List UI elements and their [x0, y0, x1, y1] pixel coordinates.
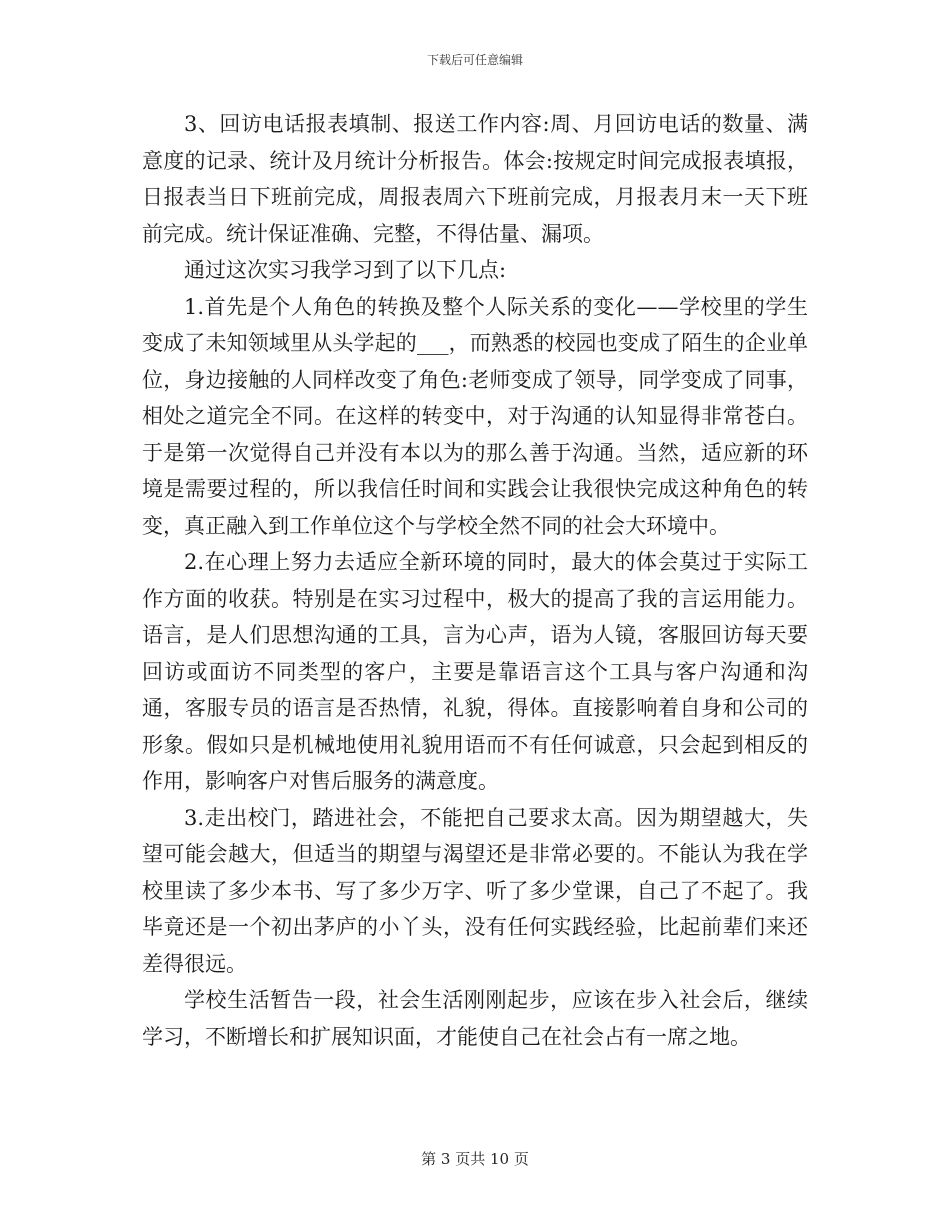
paragraph-conclusion: 学校生活暂告一段，社会生活刚刚起步，应该在步入社会后，继续学习，不断增长和扩展知识面，才能使自己在社会占有一席之地。 [142, 988, 808, 1049]
paragraph-point-2: 2.在心理上努力去适应全新环境的同时，最大的体会莫过于实际工作方面的收获。特别是在实习过程中，极大的提高了我的言运用能力。语言，是人们思想沟通的工具，言为心声，语为人镜，客服回访每天要回访或面访不同类型的客户，主要是靠语言这个工具与客户沟通和沟通，客服专员的语言是否热情，礼貌，得体。直接影响着自身和公司的形象。假如只是机械地使用礼貌用语而不有任何诚意，只会起到相反的作用，影响客户对售后服务的满意度。 [142, 550, 808, 793]
page-header: 下载后可任意编辑 [426, 53, 523, 67]
paragraph-report-work: 3、回访电话报表填制、报送工作内容:周、月回访电话的数量、满意度的记录、统计及月统计分析报告。体会:按规定时间完成报表填报，日报表当日下班前完成，周报表周六下班前完成，月报表月末一天下班前完成。统计保证准确、完整，不得估量、漏项。 [142, 112, 808, 246]
paragraph-point-1: 1.首先是个人角色的转换及整个人际关系的变化——学校里的学生变成了未知领域里从头学起的___，而熟悉的校园也变成了陌生的企业单位，身边接触的人同样改变了角色:老师变成了领导，同学变成了同事，相处之道完全不同。在这样的转变中，对于沟通的认知显得非常苍白。于是第一次觉得自己并没有本以为的那么善于沟通。当然，适应新的环境是需要过程的，所以我信任时间和实践会让我很快完成这种角色的转变，真正融入到工作单位这个与学校全然不同的社会大环境中。 [142, 294, 808, 538]
document-body [142, 106, 808, 1055]
page-number: 第 3 页共 10 页 [421, 1150, 529, 1168]
paragraph-point-3: 3.走出校门，踏进社会，不能把自己要求太高。因为期望越大，失望可能会越大，但适当的期望与渴望还是非常必要的。不能认为我在学校里读了多少本书、写了多少万字、听了多少堂课，自己了不起了。我毕竟还是一个初出茅庐的小丫头，没有任何实践经验，比起前辈们来还差得很远。 [142, 805, 808, 976]
paragraph-lessons-intro: 通过这次实习我学习到了以下几点: [184, 258, 507, 282]
